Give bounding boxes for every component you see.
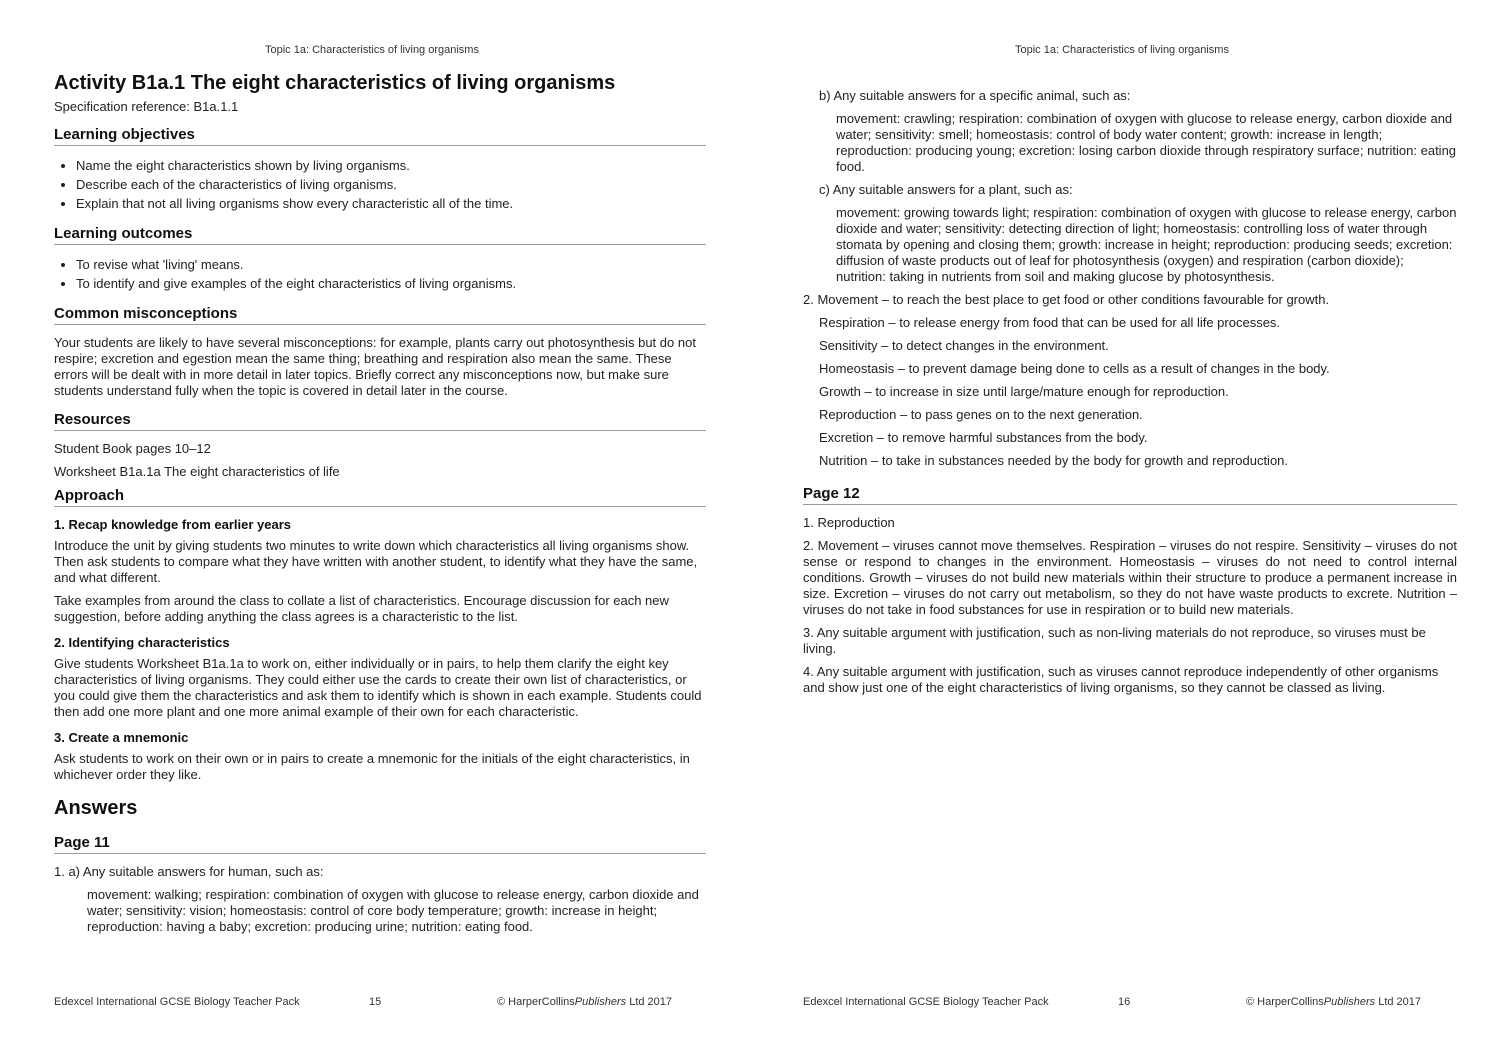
page-12-answer-3: 3. Any suitable argument with justification, such as non-living materials do not reproduce, so viruses must be living. [803, 625, 1426, 656]
copyright-suffix: Ltd 2017 [626, 996, 673, 1008]
misconceptions-heading: Common misconceptions [54, 305, 706, 325]
answer-2-item: Growth – to increase in size until large/mature enough for reproduction. [819, 384, 1229, 399]
footer-book-title: Edexcel International GCSE Biology Teacher Pack [54, 996, 300, 1008]
page-11-heading: Page 11 [54, 834, 706, 854]
answer-1b-detail: movement: crawling; respiration: combination of oxygen with glucose to release energy, carbon dioxide and water; sensitivity: smell; homeostasis: control of body water content; growth: increase in length; reproduction: producing young; excretion: losing carbon dioxide through respiratory surface; nutrition: eating food. [836, 111, 1457, 174]
specification-reference: Specification reference: B1a.1.1 [54, 99, 239, 114]
answer-2-item: Excretion – to remove harmful substances from the body. [819, 430, 1148, 445]
left-page-content [54, 70, 706, 942]
answer-2-item: Sensitivity – to detect changes in the environment. [819, 338, 1109, 353]
copyright-publishers: Publishers [574, 996, 627, 1008]
answer-1b: b) Any suitable answers for a specific animal, such as: [819, 88, 1131, 103]
footer-book-title: Edexcel International GCSE Biology Teacher Pack [803, 996, 1049, 1008]
list-item: • Explain that not all living organisms show every characteristic all of the time. [76, 194, 706, 213]
page-12-answer-2: 2. Movement – viruses cannot move themselves. Respiration – viruses do not respire. Sensitivity – viruses do not sense or respond to changes in the environment. Homeostasis – viruses do not need to control internal conditions. Growth – viruses do not build new materials within their structure to produce a permanent increase in size. Excretion – viruses do not carry out metabolism, so they do not have waste products to excrete. Nutrition – viruses do not take in food substances for use in respiration or to build new materials. [803, 538, 1457, 617]
answer-2-item: Reproduction – to pass genes on to the next generation. [819, 407, 1143, 422]
approach-step-3-heading: 3. Create a mnemonic [54, 730, 189, 745]
activity-title: Activity B1a.1 The eight characteristics of living organisms [54, 72, 616, 94]
misconceptions-text: Your students are likely to have several misconceptions: for example, plants carry out photosynthesis but do not respire; excretion and egestion mean the same thing; breathing and respiration also mean the same. These errors will be dealt with in more detail in later topics. Briefly correct any misconceptions now, but make sure students understand fully when the topic is covered in detail later in the course. [54, 335, 696, 398]
learning-outcomes-list [54, 255, 706, 293]
list-item: • To revise what 'living' means. [76, 255, 706, 274]
answer-1a-detail: movement: walking; respiration: combination of oxygen with glucose to release energy, carbon dioxide and water; sensitivity: vision; homeostasis: control of core body temperature; growth: increase in height; reproduction: having a baby; excretion: producing urine; nutrition: eating food. [87, 887, 699, 934]
running-head: Topic 1a: Characteristics of living organisms [1015, 44, 1229, 56]
footer-page-number: 15 [369, 996, 382, 1008]
answer-1c: c) Any suitable answers for a plant, such as: [819, 182, 1073, 197]
footer-copyright [1246, 996, 1421, 1008]
learning-objectives-heading: Learning objectives [54, 126, 706, 146]
page-12-heading: Page 12 [803, 485, 1457, 505]
resource-item: Student Book pages 10–12 [54, 441, 211, 456]
copyright-prefix: © HarperCollins [1246, 996, 1324, 1008]
answers-heading: Answers [54, 797, 138, 819]
answer-2-item: Respiration – to release energy from food that can be used for all life processes. [819, 315, 1281, 330]
page-12-answer-4: 4. Any suitable argument with justification, such as viruses cannot reproduce independently of other organisms and show just one of the eight characteristics of living organisms, so they cannot be classed as living. [803, 664, 1439, 695]
learning-objectives-list [54, 156, 706, 213]
page-12-answer-1: 1. Reproduction [803, 515, 895, 530]
list-item: • Name the eight characteristics shown by living organisms. [76, 156, 706, 175]
right-page [750, 0, 1500, 1061]
answer-2-item: Nutrition – to take in substances needed by the body for growth and reproduction. [819, 453, 1289, 468]
list-item: • To identify and give examples of the eight characteristics of living organisms. [76, 274, 706, 293]
answer-1c-detail: movement: growing towards light; respiration: combination of oxygen with glucose to release energy, carbon dioxide and water; sensitivity: detecting direction of light; homeostasis: controlling loss of water through stomata by opening and closing them; growth: increase in height; reproduction: producing seeds; excretion: diffusion of waste products out of leaf for photosynthesis (oxygen) and respiration (carbon dioxide); nutrition: taking in nutrients from soil and making glucose by photosynthesis. [836, 205, 1457, 284]
learning-outcomes-heading: Learning outcomes [54, 225, 706, 245]
resources-heading: Resources [54, 411, 706, 431]
approach-step-2-heading: 2. Identifying characteristics [54, 635, 230, 650]
approach-step-1-paragraph: Introduce the unit by giving students two minutes to write down which characteristics all living organisms show. Then ask students to compare what they have written with another student, to identify what they have the same, and what different. [54, 538, 698, 585]
copyright-prefix: © HarperCollins [497, 996, 575, 1008]
running-head: Topic 1a: Characteristics of living organisms [265, 44, 479, 56]
right-page-content [803, 88, 1457, 703]
answer-2-item: Homeostasis – to prevent damage being done to cells as a result of changes in the body. [819, 361, 1330, 376]
approach-heading: Approach [54, 487, 706, 507]
list-item: • Describe each of the characteristics of living organisms. [76, 175, 706, 194]
approach-step-1-paragraph: Take examples from around the class to collate a list of characteristics. Encourage discussion for each new suggestion, before adding anything the class agrees is a characteristic to the list. [54, 593, 669, 624]
answer-1a: 1. a) Any suitable answers for human, such as: [54, 864, 324, 879]
footer-copyright [497, 996, 672, 1008]
resource-item: Worksheet B1a.1a The eight characteristics of life [54, 464, 340, 479]
copyright-publishers: Publishers [1323, 996, 1376, 1008]
copyright-suffix: Ltd 2017 [1375, 996, 1422, 1008]
approach-step-2-paragraph: Give students Worksheet B1a.1a to work on, either individually or in pairs, to help them clarify the eight key characteristics of living organisms. They could either use the cards to create their own list of characteristics, or you could give them the characteristics and ask them to identify which is shown in each example. Students could then add one more plant and one more animal example of their own for each characteristic. [54, 656, 702, 719]
approach-step-3-paragraph: Ask students to work on their own or in pairs to create a mnemonic for the initials of the eight characteristics, in whichever order they like. [54, 751, 690, 782]
footer-page-number: 16 [1118, 996, 1131, 1008]
approach-step-1-heading: 1. Recap knowledge from earlier years [54, 517, 291, 532]
answer-2: 2. Movement – to reach the best place to get food or other conditions favourable for growth. [803, 292, 1330, 307]
